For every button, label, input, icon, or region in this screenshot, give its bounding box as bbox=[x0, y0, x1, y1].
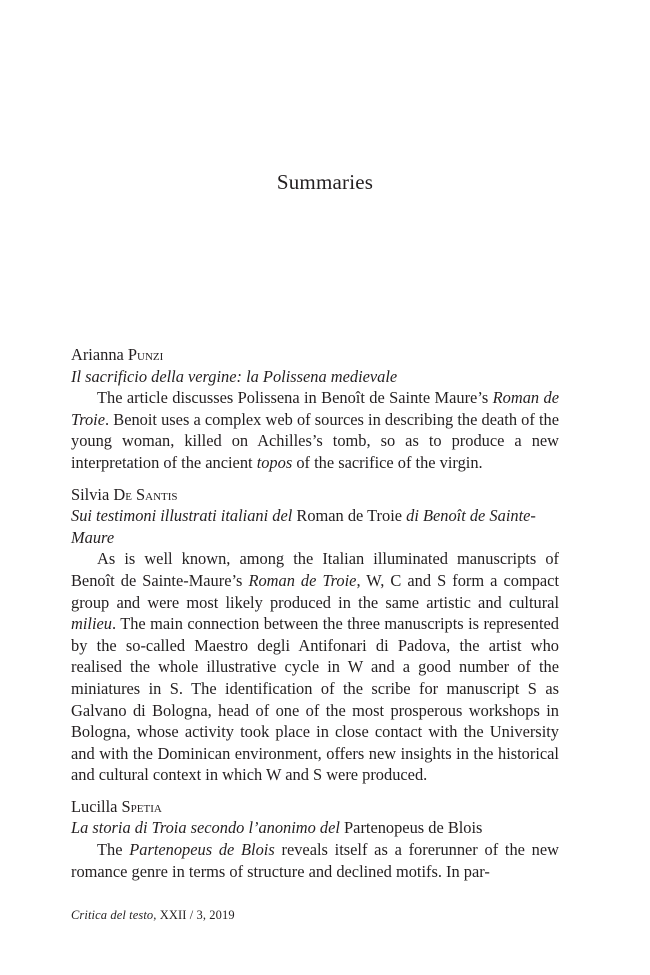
author-last-name: Spetia bbox=[121, 796, 162, 816]
author-name bbox=[71, 484, 559, 506]
journal-name: Critica del testo bbox=[71, 908, 154, 922]
italic-text-run: milieu bbox=[71, 614, 112, 634]
text-run: of the sacrifice of the virgin. bbox=[292, 452, 483, 472]
italic-text-run: La storia di Troia secondo l’anonimo del bbox=[71, 818, 345, 838]
article-title bbox=[71, 366, 559, 388]
italic-text-run: topos bbox=[256, 452, 293, 472]
text-run: The article discusses Polissena in Benoît de Sainte Maure’s bbox=[97, 388, 493, 408]
text-run: Roman de Troie bbox=[296, 506, 403, 526]
text-run: , W, C and S form a compact group and were most likely produced in the same artistic and cultural bbox=[71, 570, 559, 612]
summary-entry bbox=[71, 484, 559, 786]
journal-issue: , XXII / 3, 2019 bbox=[153, 908, 235, 922]
article-abstract bbox=[71, 387, 559, 473]
page-footer bbox=[71, 908, 235, 923]
text-run: As is well known, among the Italian illuminated manuscripts of Benoît de Sainte-Maure’s bbox=[71, 549, 559, 590]
article-abstract bbox=[71, 548, 559, 786]
summaries-list bbox=[71, 344, 559, 892]
italic-text-run: Sui testimoni illustrati italiani del bbox=[71, 506, 297, 526]
text-run: . The main connection between the three manuscripts is represented by the so-called Maestro degli Antifonari di Padova, the artist who realised the whole illustrative cycle in W and a good number of the miniatures in S. The identification of the scribe for manuscript S as Galvano di Bologna, head of one of the most prosperous workshops in Bologna, whose activity took place in close contact with the University and with the Dominican environment, offers new insights in the historical and cultural context in which W and S were produced. bbox=[71, 614, 559, 785]
text-run: Partenopeus de Blois bbox=[344, 818, 483, 838]
italic-text-run: Roman de Troie bbox=[248, 570, 357, 590]
author-name bbox=[71, 796, 559, 818]
text-run: reveals itself as a forerunner of the new romance genre in terms of structure and declined motifs. In par- bbox=[71, 840, 559, 881]
italic-text-run: Il sacrificio della vergine: la Polissena medievale bbox=[71, 366, 398, 386]
page-title: Summaries bbox=[276, 170, 374, 194]
author-name bbox=[71, 344, 559, 366]
text-run: . Benoit uses a complex web of sources in describing the death of the young woman, killed on Achilles’s tomb, so as to produce a new interpretation of the ancient bbox=[71, 409, 559, 472]
author-first-name: Silvia bbox=[71, 484, 110, 504]
author-first-name: Arianna bbox=[71, 345, 124, 364]
author-last-name: De Santis bbox=[113, 484, 178, 504]
article-title bbox=[71, 817, 559, 839]
text-run: The bbox=[97, 840, 130, 860]
article-abstract bbox=[71, 839, 559, 882]
author-last-name: Punzi bbox=[127, 345, 164, 364]
summary-entry bbox=[71, 344, 559, 474]
article-title bbox=[71, 505, 559, 548]
author-first-name: Lucilla bbox=[71, 796, 118, 816]
summary-entry bbox=[71, 796, 559, 882]
italic-text-run: Partenopeus de Blois bbox=[129, 840, 275, 860]
italic-text-run: Roman de Troie bbox=[71, 388, 559, 429]
italic-text-run: di Benoît de Sainte-Maure bbox=[71, 506, 536, 547]
